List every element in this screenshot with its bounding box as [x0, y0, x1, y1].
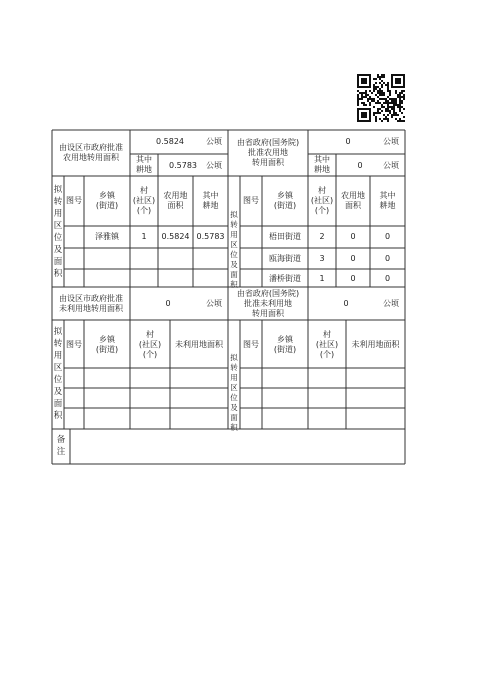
cultivated-cell: 0 — [384, 254, 391, 263]
town-cell: 泽雅镇 — [95, 232, 119, 241]
unused-area-header-right: 未利用地面积 — [351, 340, 400, 349]
state-cultivated-unit: 公顷 — [383, 161, 399, 170]
cultivated-cell: 0 — [384, 232, 391, 241]
town-header: 乡镇 (街道) — [95, 191, 119, 210]
unused-prov-unit: 公顷 — [206, 299, 222, 308]
cultivated-cell: 0.5783 — [196, 232, 225, 241]
village-count-cell: 3 — [319, 254, 325, 263]
unused-side-label: 拟 转 用 区 位 及 面 积 — [53, 327, 63, 421]
state-area-value: 0 — [345, 137, 351, 146]
prov-cultivated-unit: 公顷 — [206, 161, 222, 170]
agri-area-cell: 0 — [350, 232, 356, 241]
farmland-side-label: 拟 转 用 区 位 及 面 积 — [53, 185, 63, 279]
state-approved-label: 由省政府(国务院) 批准农用地 转用面积 — [236, 138, 300, 167]
state-cultivated-value: 0 — [357, 161, 363, 170]
prov-cultivated-value: 0.5783 — [169, 161, 197, 170]
remarks-label: 备 注 — [56, 435, 66, 457]
village-header: 村 (社区) (个) — [132, 186, 156, 215]
unused-map-no-header: 图号 — [66, 340, 82, 349]
map-no-header-right: 图号 — [243, 196, 259, 205]
unused-state-unit: 公顷 — [383, 299, 399, 308]
cultivated-header: 其中 耕地 — [202, 191, 219, 210]
town-cell: 梧田街道 — [269, 232, 301, 241]
unused-village-header-right: 村 (社区) (个) — [315, 330, 339, 359]
state-area-unit: 公顷 — [383, 137, 399, 146]
cultivated-header-right: 其中 耕地 — [379, 191, 396, 210]
unused-village-header: 村 (社区) (个) — [138, 330, 162, 359]
town-cell: 瓯海街道 — [269, 254, 301, 263]
village-count-cell: 1 — [141, 232, 147, 241]
agri-area-header-right: 农用地 面积 — [341, 191, 365, 210]
prov-area-value: 0.5824 — [156, 137, 184, 146]
map-no-header: 图号 — [66, 196, 82, 205]
prov-approved-label: 由设区市政府批准 农用地转用面积 — [59, 143, 123, 162]
farmland-right-side-label: 拟转 用区 位及 面积 — [230, 210, 238, 289]
unused-state-label: 由省政府(国务院) 批准未利用地 转用面积 — [236, 289, 300, 318]
unused-town-header-right: 乡镇 (街道) — [273, 335, 297, 354]
town-cell: 潘桥街道 — [269, 274, 301, 283]
cultivated-cell: 0 — [384, 274, 391, 283]
unused-state-area: 0 — [343, 299, 349, 308]
agri-area-cell: 0 — [350, 254, 356, 263]
agri-area-cell: 0.5824 — [161, 232, 190, 241]
prov-area-unit: 公顷 — [206, 137, 222, 146]
village-count-cell: 1 — [319, 274, 325, 283]
unused-town-header: 乡镇 (街道) — [95, 335, 119, 354]
unused-right-side-label: 拟转 用区 位及 面积 — [230, 353, 238, 432]
agri-area-header: 农用地 面积 — [163, 191, 188, 210]
state-of-which-label: 其中 耕地 — [314, 155, 330, 174]
town-header-right: 乡镇 (街道) — [273, 191, 297, 210]
unused-area-header: 未利用地面积 — [175, 340, 223, 349]
unused-prov-label: 由设区市政府批准 未利用地转用面积 — [59, 294, 123, 313]
village-header-right: 村 (社区) (个) — [310, 186, 334, 215]
unused-prov-area: 0 — [165, 299, 171, 308]
agri-area-cell: 0 — [350, 274, 356, 283]
village-count-cell: 2 — [319, 232, 325, 241]
unused-map-no-header-right: 图号 — [243, 340, 259, 349]
of-which-label: 其中 耕地 — [136, 155, 152, 174]
